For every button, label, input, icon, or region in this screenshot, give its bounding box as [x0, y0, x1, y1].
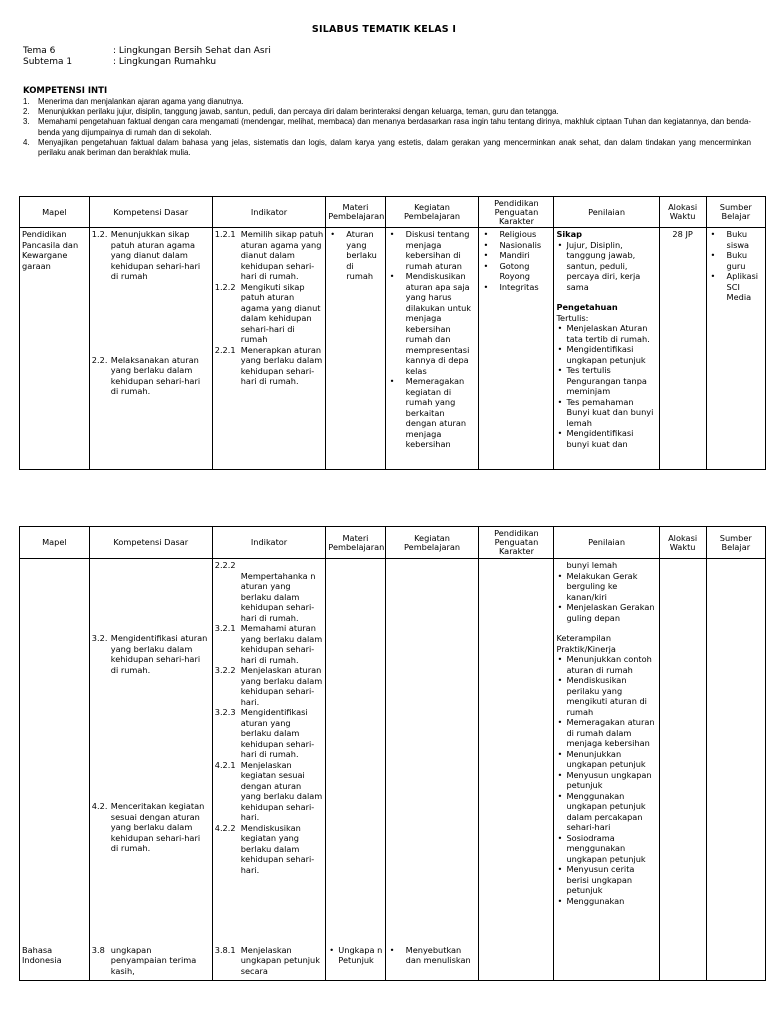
- kegiatan-item: • Menyebutkan dan menuliskan: [388, 945, 477, 966]
- cell-kegiatan: [385, 228, 479, 470]
- penilaian-item: • Menyusun cerita berisi ungkapan petunjuk: [556, 864, 656, 896]
- penilaian-item: • Tes pemahaman Bunyi kuat dan bunyi lemah: [556, 397, 656, 429]
- indikator-item: 2.2.1 Menerapkan aturan yang berlaku dalam kehidupan sehari-hari di rumah.: [214, 344, 323, 386]
- indikator-item: 1.2.1 Memilih sikap patuh aturan agama yang dianut dalam kehidupan sehari-hari di rumah.: [214, 229, 324, 281]
- col-header-alokasi: Alokasi Waktu: [659, 197, 706, 228]
- col-header-sumber: Sumber Belajar: [706, 527, 765, 559]
- col-header-alokasi: Alokasi Waktu: [659, 527, 706, 559]
- ppk-item: • Gotong Royong: [481, 261, 551, 282]
- ki-item: 1. Menerima dan menjalankan ajaran agama yang dianutnya.: [23, 97, 244, 106]
- cell-ppk: [479, 228, 554, 470]
- cell-penilaian: [554, 228, 659, 470]
- cell-kegiatan: [385, 559, 479, 944]
- cell-kd: [89, 228, 212, 470]
- cell-sumber: [706, 228, 765, 470]
- indikator-item: 4.2.2 Mendiskusikan kegiatan yang berlaku dalam kehidupan sehari-hari.: [214, 822, 315, 875]
- indikator-item: 3.2.2 Menjelaskan aturan yang berlaku dalam kehidupan sehari- hari.: [214, 665, 323, 707]
- kd-item: 1.2. Menunjukkan sikap patuh aturan agama yang dianut dalam kehidupan sehari-hari di rumah: [91, 229, 201, 281]
- cell-mapel: [20, 559, 90, 944]
- tema-line: [23, 46, 271, 56]
- penilaian-item: • Menjelaskan Gerakan guling depan: [556, 602, 656, 623]
- materi-item: • Ungkapa n Petunjuk: [328, 945, 382, 966]
- cell-kd: [89, 559, 212, 944]
- cell-ppk: [479, 559, 554, 944]
- penilaian-item: • Menyusun ungkapan petunjuk: [556, 770, 656, 791]
- silabus-table-2: [19, 526, 766, 981]
- penilaian-item: • Memeragakan aturan di rumah dalam menjaga kebersihan: [556, 717, 656, 749]
- penilaian-heading: Keterampilan: [556, 633, 612, 643]
- penilaian-item-continued: bunyi lemah: [566, 560, 618, 570]
- col-header-ppk: Pendidikan Penguatan Karakter: [479, 527, 554, 559]
- indikator-item: 4.2.1 Menjelaskan kegiatan sesuai dengan aturan yang berlaku dalam kehidupan sehari- hari.: [214, 759, 323, 822]
- penilaian-subheading: Tertulis:: [556, 312, 589, 323]
- col-header-kd: Kompetensi Dasar: [89, 527, 212, 559]
- col-header-kd: Kompetensi Dasar: [89, 197, 212, 228]
- kd-item: 3.2. Mengidentifikasi aturan yang berlaku dalam kehidupan sehari-hari di rumah.: [91, 633, 208, 675]
- col-header-mapel: Mapel: [20, 197, 90, 228]
- penilaian-item: • Menjelaskan Aturan tata tertib di rumah.: [556, 323, 656, 344]
- col-header-penilaian: Penilaian: [554, 527, 659, 559]
- col-header-indikator: Indikator: [212, 197, 326, 228]
- kd-item: 3.8 ungkapan penyampaian terima kasih,: [91, 944, 197, 976]
- penilaian-subheading: Praktik/Kinerja: [556, 643, 616, 654]
- ppk-item: • Religious: [481, 229, 551, 240]
- silabus-table-1: [19, 196, 766, 470]
- kegiatan-item: • Mendiskusikan aturan apa saja yang harus dilakukan untuk menjaga kebersihan rumah dan mempresentasi kannya di depa kelas: [388, 271, 477, 376]
- cell-indikator: [212, 944, 326, 981]
- col-header-sumber: Sumber Belajar: [706, 197, 765, 228]
- table-header-row: [20, 527, 766, 559]
- table-header-row: [20, 197, 766, 228]
- indikator-item: 3.2.3 Mengidentifikasi aturan yang berlaku dalam kehidupan sehari- hari di rumah.: [214, 707, 315, 759]
- kegiatan-item: • Memeragakan kegiatan di rumah yang berkaitan dengan aturan menjaga kebersihan: [388, 376, 477, 450]
- cell-indikator: [212, 559, 326, 944]
- subtema-value: : Lingkungan Rumahku: [113, 57, 217, 67]
- cell-alokasi: 28 JP: [659, 228, 706, 470]
- penilaian-item: • Mengidentifikasi ungkapan petunjuk: [556, 344, 656, 365]
- materi-item: • Aturan yang berlaku di rumah: [328, 229, 382, 282]
- kegiatan-item: • Diskusi tentang menjaga kebersihan di rumah aturan: [388, 229, 477, 271]
- penilaian-item: • Melakukan Gerak berguling ke kanan/kiri: [556, 571, 656, 603]
- cell-indikator: [212, 228, 326, 470]
- tema-label: Tema 6: [23, 46, 56, 56]
- cell-mapel: Pendidikan Pancasila dan Kewargane garaan: [20, 228, 90, 470]
- cell-sumber: [706, 559, 765, 981]
- tema-value: : Lingkungan Bersih Sehat dan Asri: [113, 46, 271, 56]
- sumber-item: • Aplikasi SCI Media: [709, 271, 763, 303]
- sumber-item: • Buku siswa: [709, 229, 763, 250]
- penilaian-item: • Jujur, Disiplin, tanggung jawab, santun, peduli, percaya diri, kerja sama: [556, 240, 656, 293]
- indikator-item: 1.2.2 Mengikuti sikap patuh aturan agama yang dianut dalam kehidupan sehari-hari di rumah: [214, 281, 321, 344]
- ppk-item: • Mandiri: [481, 250, 551, 261]
- penilaian-item: • Menggunakan ungkapan petunjuk dalam percakapan sehari-hari: [556, 791, 656, 833]
- indikator-item: 3.8.1 Menjelaskan ungkapan petunjuk secara: [214, 944, 320, 976]
- ppk-item: • Nasionalis: [481, 240, 551, 251]
- penilaian-item: • Sosiodrama menggunakan ungkapan petunjuk: [556, 833, 656, 865]
- penilaian-item: • Menunjukkan ungkapan petunjuk: [556, 749, 656, 770]
- col-header-materi: Materi Pembelajaran: [326, 527, 385, 559]
- cell-mapel: Bahasa Indonesia: [20, 944, 90, 981]
- kd-item: 2.2. Melaksanakan aturan yang berlaku dalam kehidupan sehari-hari di rumah.: [91, 354, 201, 396]
- cell-materi: [326, 559, 385, 944]
- penilaian-heading: Pengetahuan: [556, 302, 618, 312]
- col-header-materi: Materi Pembelajaran: [326, 197, 385, 228]
- col-header-indikator: Indikator: [212, 527, 326, 559]
- ki-item: 3. Memahami pengetahuan faktual dengan cara mengamati (mendengar, melihat, membaca) dan menanya berdasarkan rasa ingin tahu tentang dirinya, makhluk ciptaan Tuhan dan kegiatannya, dan benda-benda yang dijumpainya di rumah dan di sekolah.: [23, 117, 751, 137]
- ppk-item: • Integritas: [481, 282, 551, 293]
- cell-kegiatan: [385, 944, 479, 981]
- ki-list: [23, 97, 751, 158]
- subtema-label: Subtema 1: [23, 57, 73, 67]
- col-header-penilaian: Penilaian: [554, 197, 659, 228]
- cell-alokasi: [659, 559, 706, 981]
- page-title: SILABUS TEMATIK KELAS I: [311, 24, 457, 35]
- penilaian-item: • Tes tertulis Pengurangan tanpa meminjam: [556, 365, 656, 397]
- cell-kd: [89, 944, 212, 981]
- penilaian-item: • Mendiskusikan perilaku yang mengikuti aturan di rumah: [556, 675, 656, 717]
- table-row: [20, 559, 766, 944]
- kd-item: 4.2. Menceritakan kegiatan sesuai dengan aturan yang berlaku dalam kehidupan sehari-hari di rumah.: [91, 801, 205, 853]
- cell-ppk: [479, 944, 554, 981]
- penilaian-item: • Menggunakan: [556, 896, 656, 907]
- sumber-item: • Buku guru: [709, 250, 763, 271]
- indikator-item: 3.2.1 Memahami aturan yang berlaku dalam kehidupan sehari- hari di rumah.: [214, 623, 323, 665]
- cell-materi: [326, 944, 385, 981]
- ki-heading: KOMPETENSI INTI: [23, 86, 108, 96]
- table-row: [20, 228, 766, 470]
- ki-item: 4. Menyajikan pengetahuan faktual dalam bahasa yang jelas, sistematis dan logis, dalam karya yang estetis, dalam gerakan yang mencerminkan anak sehat, dan dalam tindakan yang mencerminkan perilaku anak beriman dan berakhlak mulia.: [23, 137, 751, 158]
- subtema-line: [23, 57, 216, 67]
- cell-penilaian: [554, 559, 659, 981]
- penilaian-heading: Sikap: [556, 229, 582, 239]
- ki-item: 2. Menunjukkan perilaku jujur, disiplin, tanggung jawab, santun, peduli, dan percaya diri dalam berinteraksi dengan keluarga, teman, guru dan tetangga.: [23, 107, 559, 117]
- cell-materi: [326, 228, 385, 470]
- col-header-kegiatan: Kegiatan Pembelajaran: [385, 197, 479, 228]
- col-header-mapel: Mapel: [20, 527, 90, 559]
- col-header-ppk: Pendidikan Penguatan Karakter: [479, 197, 554, 228]
- indikator-item: 2.2.2 Mempertahanka n aturan yang berlaku dalam kehidupan sehari- hari di rumah.: [214, 560, 316, 623]
- penilaian-item: • Mengidentifikasi bunyi kuat dan: [556, 428, 656, 449]
- penilaian-item: • Menunjukkan contoh aturan di rumah: [556, 654, 656, 675]
- col-header-kegiatan: Kegiatan Pembelajaran: [385, 527, 479, 559]
